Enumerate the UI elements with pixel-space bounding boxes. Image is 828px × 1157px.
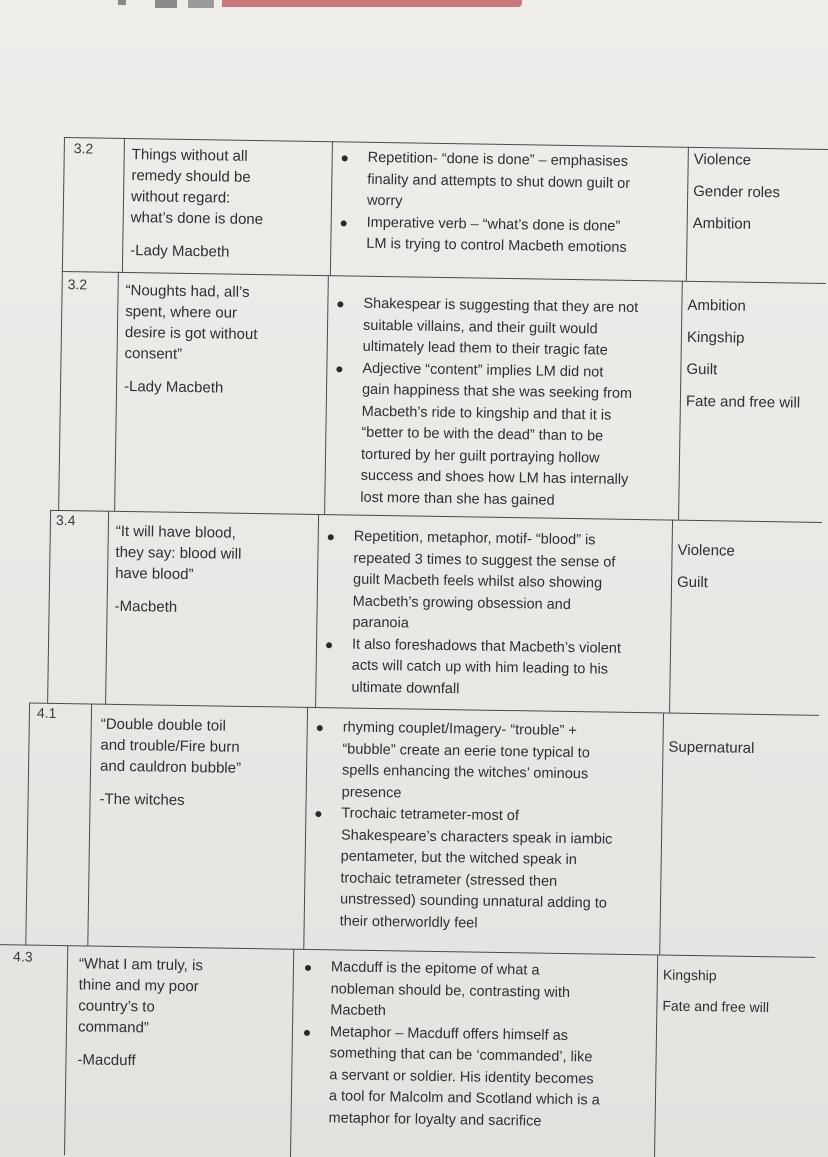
notes-table [0, 136, 828, 1157]
theme-tag: Guilt [676, 573, 709, 592]
quote-cell [77, 953, 289, 1073]
quote-cell [130, 144, 332, 264]
table-row [0, 704, 819, 956]
theme-tag: Fate and free will [685, 392, 801, 412]
analysis-point: It also foreshadows that Macbeth’s violent acts will catch up with him leading to his ultimate downfall [321, 634, 672, 704]
theme-tag: Gender roles [693, 182, 781, 202]
themes-cell [692, 151, 823, 249]
theme-tag: Ambition [692, 214, 752, 233]
theme-tag: Kingship [686, 328, 745, 347]
analysis-point: Macduff is the epitome of what a nobleman should be, contrasting with Macbeth [300, 957, 661, 1027]
analysis-point: Metaphor – Macduff offers himself as something that can be ‘commanded’, like a servant or soldier. His identity becomes a tool for Malcolm and Scotland which is a metaphor for loyalty and sacrifice [298, 1021, 660, 1134]
scene-number: 4.1 [36, 704, 57, 721]
analysis-point: Trochaic tetrameter-most of Shakespeare’s characters speak in iambic pentameter, but the witched speak in trochaic tetrameter (stressed then unstressed) sounding unnatural adding to their otherworldly feel [310, 803, 667, 938]
themes-cell [686, 297, 822, 427]
quote-text: Things without all remedy should be without regard: what’s done is done [130, 146, 264, 229]
quote-text: “Noughts had, all’s spent, where our desire is got without consent” [124, 281, 258, 363]
speaker: -The witches [99, 790, 185, 809]
themes-cell [662, 967, 809, 1031]
scene-number: 3.2 [67, 276, 88, 293]
theme-tag: Ambition [687, 296, 746, 315]
speaker: -Macduff [77, 1051, 136, 1070]
analysis-cell [310, 717, 668, 938]
top-edge-strip [0, 0, 828, 12]
theme-tag: Supernatural [668, 738, 755, 757]
theme-tag: Violence [693, 150, 752, 169]
analysis-point: Repetition, metaphor, motif- “blood” is repeated 3 times to suggest the sense of guilt Macbeth feels whilst also showing Macbeth’s growing obsession and paranoia [322, 526, 674, 639]
theme-tag: Fate and free will [662, 997, 770, 1016]
analysis-cell [298, 957, 661, 1135]
speaker: -Lady Macbeth [130, 242, 230, 261]
themes-cell [668, 739, 808, 773]
theme-tag: Guilt [686, 360, 718, 379]
quote-cell [124, 280, 326, 400]
analysis-point: Imperative verb – “what’s done is done” LM is trying to control Macbeth emotions [336, 212, 687, 260]
analysis-point: Repetition- “done is done” – emphasises finality and attempts to shut down guilt or worry [337, 147, 688, 217]
analysis-point: Adjective “content” implies LM did not gain happiness that she was seeking from Macbeth’s ride to kingship and that it is “better to be with the dead” than to be tortured by her guilt portraying hollow success and shoes how LM has internally lost more than she has gained [330, 358, 682, 514]
analysis-cell [321, 526, 674, 703]
analysis-point: rhyming couplet/Imagery- “trouble” + “bubble” create an eerie tone typical to spells enhancing the witches’ ominous presence [312, 717, 668, 809]
quote-text: “Double double toil and trouble/Fire burn and cauldron bubble” [99, 715, 242, 777]
scene-number: 3.2 [73, 140, 94, 157]
theme-tag: Violence [677, 541, 735, 560]
theme-tag: Kingship [662, 966, 717, 984]
table-row [0, 511, 822, 714]
scene-number: 4.3 [12, 948, 33, 965]
speaker: -Macbeth [114, 597, 178, 616]
analysis-cell [330, 293, 683, 513]
table-row [0, 272, 826, 521]
scene-number: 3.4 [55, 511, 76, 529]
quote-cell [99, 714, 300, 813]
themes-cell [677, 542, 816, 608]
speaker: -Lady Macbeth [123, 377, 224, 397]
analysis-cell [336, 147, 688, 260]
quote-text: “It will have blood, they say: blood will have blood” [115, 522, 242, 584]
table-row [0, 946, 815, 1157]
quote-cell [114, 521, 315, 620]
quote-text: “What I am truly, is thine and my poor country’s to command” [77, 955, 204, 1037]
analysis-point: Shakespear is suggesting that they are not suitable villains, and their guilt would ultimately lead them to their tragic fate [333, 293, 684, 363]
